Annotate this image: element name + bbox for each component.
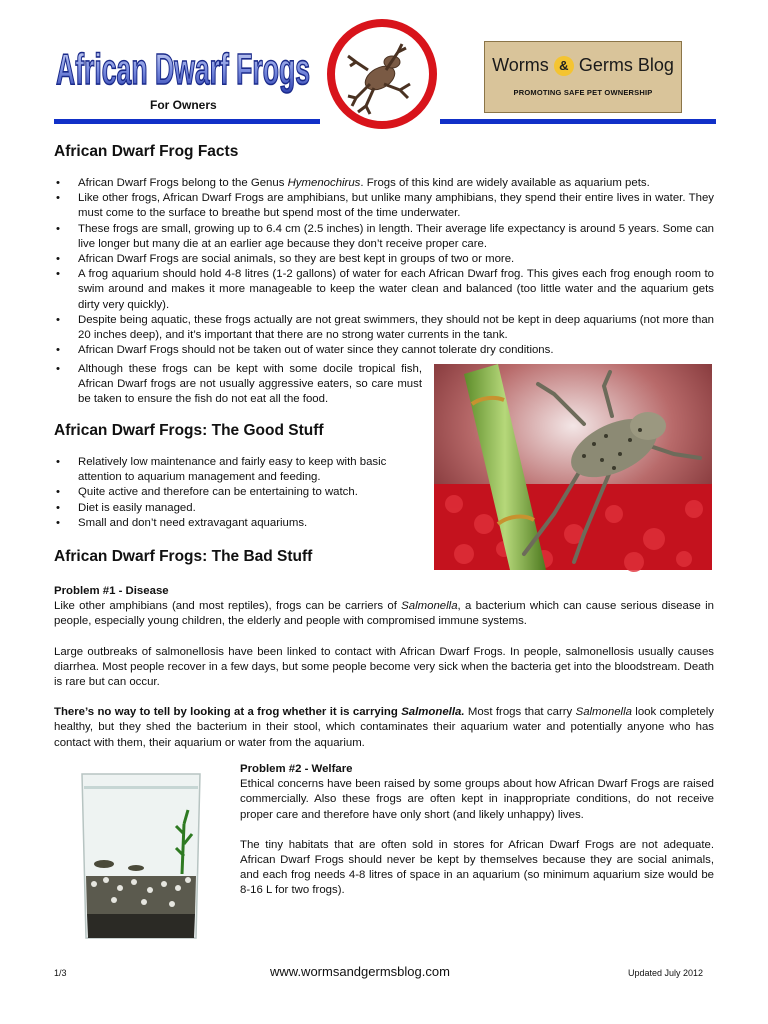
ampersand-icon: & [554, 56, 574, 76]
list-item: • Despite being aquatic, these frogs actually are not great swimmers, they should not be kept in deep aquariums (not more than 20 inches deep), and it’s important that there are no strong water currents in the tank. [54, 313, 714, 343]
updated-date: Updated July 2012 [628, 968, 704, 978]
list-item: • These frogs are small, growing up to 6.4 cm (2.5 inches) in length. Their average life expectancy is around 5 years. Some can live longer but many die at an earlier age because they don’t receive proper care. [54, 222, 714, 252]
problem-2-paragraph: The tiny habitats that are often sold in stores for African Dwarf Frogs are not adequate. African Dwarf Frogs should never be kept by themselves because they are social animals, and each frog needs 4-8 litres of space in an aquarium (so minimum aquarium size would be 8-16 L for two frogs). [240, 838, 714, 897]
blog-tagline: PROMOTING SAFE PET OWNERSHIP [513, 88, 653, 97]
problem-1-paragraph: Like other amphibians (and most reptiles), frogs can be carriers of Salmonella, a bacterium which can cause serious disease in people, especially young children, the elderly and people with compromised immune systems. [54, 600, 714, 628]
worms-and-germs-blog-logo [484, 41, 682, 113]
problem-2-paragraph: Ethical concerns have been raised by some groups about how African Dwarf Frogs are raised commercially. Also these frogs are often kept in inappropriate conditions, do not receive proper care and therefore have only short (and likely unhappy) lives. [240, 778, 714, 821]
african-dwarf-frogs-logo [54, 38, 312, 96]
good-stuff-list [54, 455, 424, 531]
svg-text:African Dwarf Frogs: African Dwarf Frogs [56, 45, 310, 94]
problem-1-section [54, 584, 714, 751]
header-rule-right [440, 119, 716, 124]
blog-logo-name: Worms & Germs Blog [492, 55, 674, 75]
footer-url[interactable]: www.wormsandgermsblog.com [270, 964, 450, 979]
good-stuff-heading: African Dwarf Frogs: The Good Stuff [54, 422, 324, 439]
problem-1-paragraph: There’s no way to tell by looking at a frog whether it is carrying Salmonella. Most frogs that carry Salmonella look completely healthy, but they shed the bacterium in their stool, which contaminates their aquarium water and potentially anyone who has contact with them, their aquarium or water from the aquarium. [54, 706, 715, 749]
list-item: • Quite active and therefore can be entertaining to watch. [54, 485, 424, 500]
list-item: • Small and don’t need extravagant aquariums. [54, 516, 424, 531]
frog-on-plant-photo [434, 364, 712, 570]
list-item: • Relatively low maintenance and fairly easy to keep with basic attention to aquarium management and feeding. [54, 455, 424, 485]
list-item: • A frog aquarium should hold 4-8 litres (1-2 gallons) of water for each African Dwarf frog. This gives each frog enough room to swim around and makes it more manageable to keep the water clean and balanced (too little water and the aquarium gets dirty very quickly). [54, 267, 714, 313]
small-frog-tank-photo [74, 764, 208, 946]
facts-list [54, 176, 714, 358]
list-item: • Like other frogs, African Dwarf Frogs are amphibians, but unlike many amphibians, they spend their entire lives in water. They must come to the surface to breathe but spend most of the time underwater. [54, 191, 714, 221]
bad-stuff-heading: African Dwarf Frogs: The Bad Stuff [54, 548, 313, 565]
list-item: • Diet is easily managed. [54, 501, 424, 516]
problem-2-title: Problem #2 - Welfare [240, 763, 353, 775]
facts-list-continued [54, 362, 422, 408]
list-item: • African Dwarf Frogs are social animals, so they are best kept in groups of two or more. [54, 252, 714, 267]
problem-1-paragraph: Large outbreaks of salmonellosis have been linked to contact with African Dwarf Frogs. In people, salmonellosis usually causes diarrhea. Most people recover in a few days, but some people become very sick when the bacteria get into the bloodstream. Death is rare but can occur. [54, 645, 714, 689]
frog-badge-icon [326, 18, 438, 130]
header-rule-left [54, 119, 320, 124]
problem-1-title: Problem #1 - Disease [54, 585, 169, 597]
list-item: • Although these frogs can be kept with some docile tropical fish, African Dwarf frogs are not usually aggressive eaters, so care must be taken to ensure the fish do not eat all the food. [54, 362, 422, 408]
list-item: • African Dwarf Frogs belong to the Genus Hymenochirus. Frogs of this kind are widely available as aquarium pets. [54, 176, 714, 191]
page-number: 1/3 [54, 968, 67, 978]
list-item: • African Dwarf Frogs should not be taken out of water since they cannot tolerate dry conditions. [54, 343, 714, 358]
subtitle: For Owners [150, 98, 217, 112]
problem-2-section [240, 762, 714, 899]
facts-heading: African Dwarf Frog Facts [54, 143, 239, 160]
